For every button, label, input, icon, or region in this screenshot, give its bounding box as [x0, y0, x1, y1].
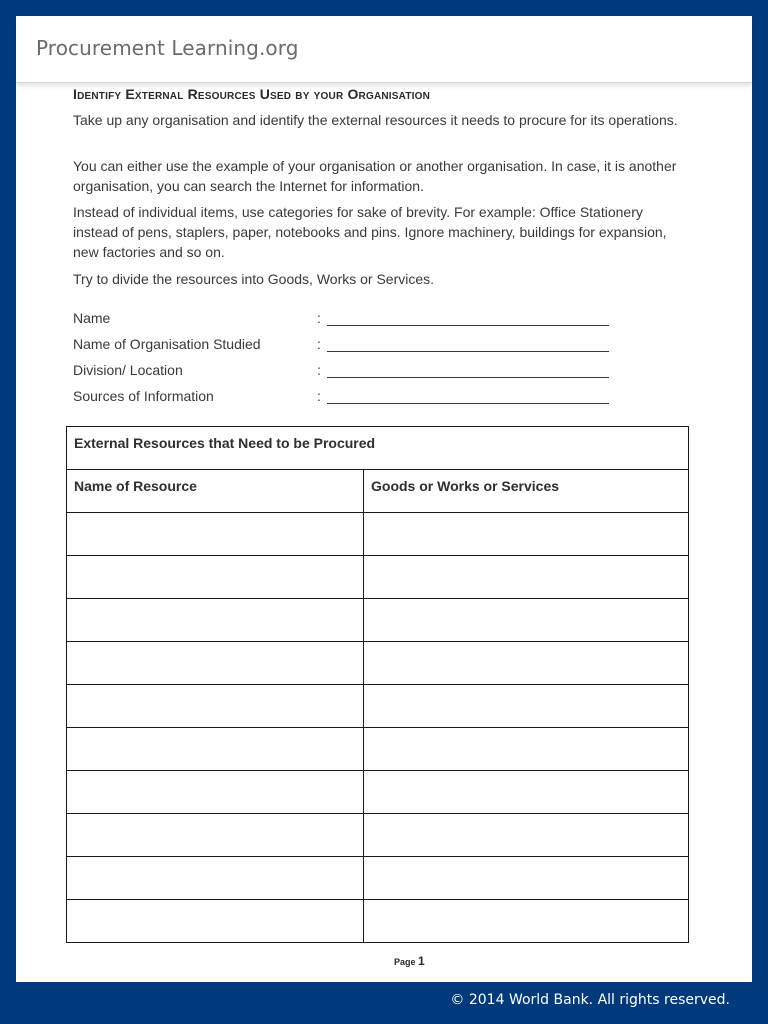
type-cell[interactable]: [364, 814, 689, 857]
page-label: Page: [394, 957, 416, 967]
field-colon: :: [317, 310, 321, 326]
table-header-row: [67, 470, 689, 513]
type-cell[interactable]: [364, 642, 689, 685]
table-row: [67, 728, 689, 771]
resource-cell[interactable]: [67, 513, 364, 556]
table-row: [67, 900, 689, 943]
instruction-paragraph: Take up any organisation and identify the external resources it needs to procure for its operations.: [73, 112, 678, 128]
table-row: [67, 556, 689, 599]
resource-cell[interactable]: [67, 814, 364, 857]
type-cell[interactable]: [364, 556, 689, 599]
table-row: [67, 771, 689, 814]
page-number: [394, 954, 425, 968]
field-organisation: [73, 336, 703, 356]
table-row: [67, 599, 689, 642]
table-row: [67, 513, 689, 556]
field-colon: :: [317, 336, 321, 352]
field-sources: [73, 388, 703, 408]
resource-cell[interactable]: [67, 556, 364, 599]
table-row: [67, 685, 689, 728]
field-label: Name: [73, 310, 111, 326]
field-colon: :: [317, 388, 321, 404]
name-input-line[interactable]: [327, 325, 609, 326]
resource-cell[interactable]: [67, 685, 364, 728]
document-title: Identify External Resources Used by your Organisation: [73, 86, 431, 102]
type-cell[interactable]: [364, 900, 689, 943]
resource-cell[interactable]: [67, 599, 364, 642]
site-header: [16, 16, 752, 83]
organisation-input-line[interactable]: [327, 351, 609, 352]
field-name: [73, 310, 703, 330]
resources-table: [66, 426, 689, 943]
type-cell[interactable]: [364, 513, 689, 556]
division-input-line[interactable]: [327, 377, 609, 378]
resource-cell[interactable]: [67, 857, 364, 900]
instruction-paragraph: Instead of individual items, use categories for sake of brevity. For example: Office Stationery instead of pens, staplers, paper, notebooks and pins. Ignore machinery, buildings for expansion, new factories and so on.: [73, 204, 667, 260]
resource-cell[interactable]: [67, 771, 364, 814]
table-caption-row: [67, 427, 689, 470]
field-colon: :: [317, 362, 321, 378]
table-row: [67, 642, 689, 685]
column-header-resource: Name of Resource: [67, 470, 364, 513]
instruction-paragraph: You can either use the example of your organisation or another organisation. In case, it is another organisation, you can search the Internet for information.: [73, 158, 677, 194]
table-row: [67, 814, 689, 857]
field-label: Sources of Information: [73, 388, 214, 404]
type-cell[interactable]: [364, 857, 689, 900]
type-cell[interactable]: [364, 771, 689, 814]
column-header-type: Goods or Works or Services: [364, 470, 689, 513]
field-label: Name of Organisation Studied: [73, 336, 261, 352]
resource-cell[interactable]: [67, 728, 364, 771]
resource-cell[interactable]: [67, 900, 364, 943]
type-cell[interactable]: [364, 685, 689, 728]
type-cell[interactable]: [364, 728, 689, 771]
field-division: [73, 362, 703, 382]
site-brand: Procurement Learning.org: [36, 36, 299, 60]
field-label: Division/ Location: [73, 362, 183, 378]
table-caption: External Resources that Need to be Procured: [67, 427, 689, 470]
resource-cell[interactable]: [67, 642, 364, 685]
page-number-value: 1: [418, 954, 425, 968]
instruction-paragraph: Try to divide the resources into Goods, Works or Services.: [73, 271, 435, 287]
document-page: [16, 16, 752, 982]
sources-input-line[interactable]: [327, 403, 609, 404]
table-row: [67, 857, 689, 900]
type-cell[interactable]: [364, 599, 689, 642]
copyright-footer: © 2014 World Bank. All rights reserved.: [450, 992, 730, 1008]
